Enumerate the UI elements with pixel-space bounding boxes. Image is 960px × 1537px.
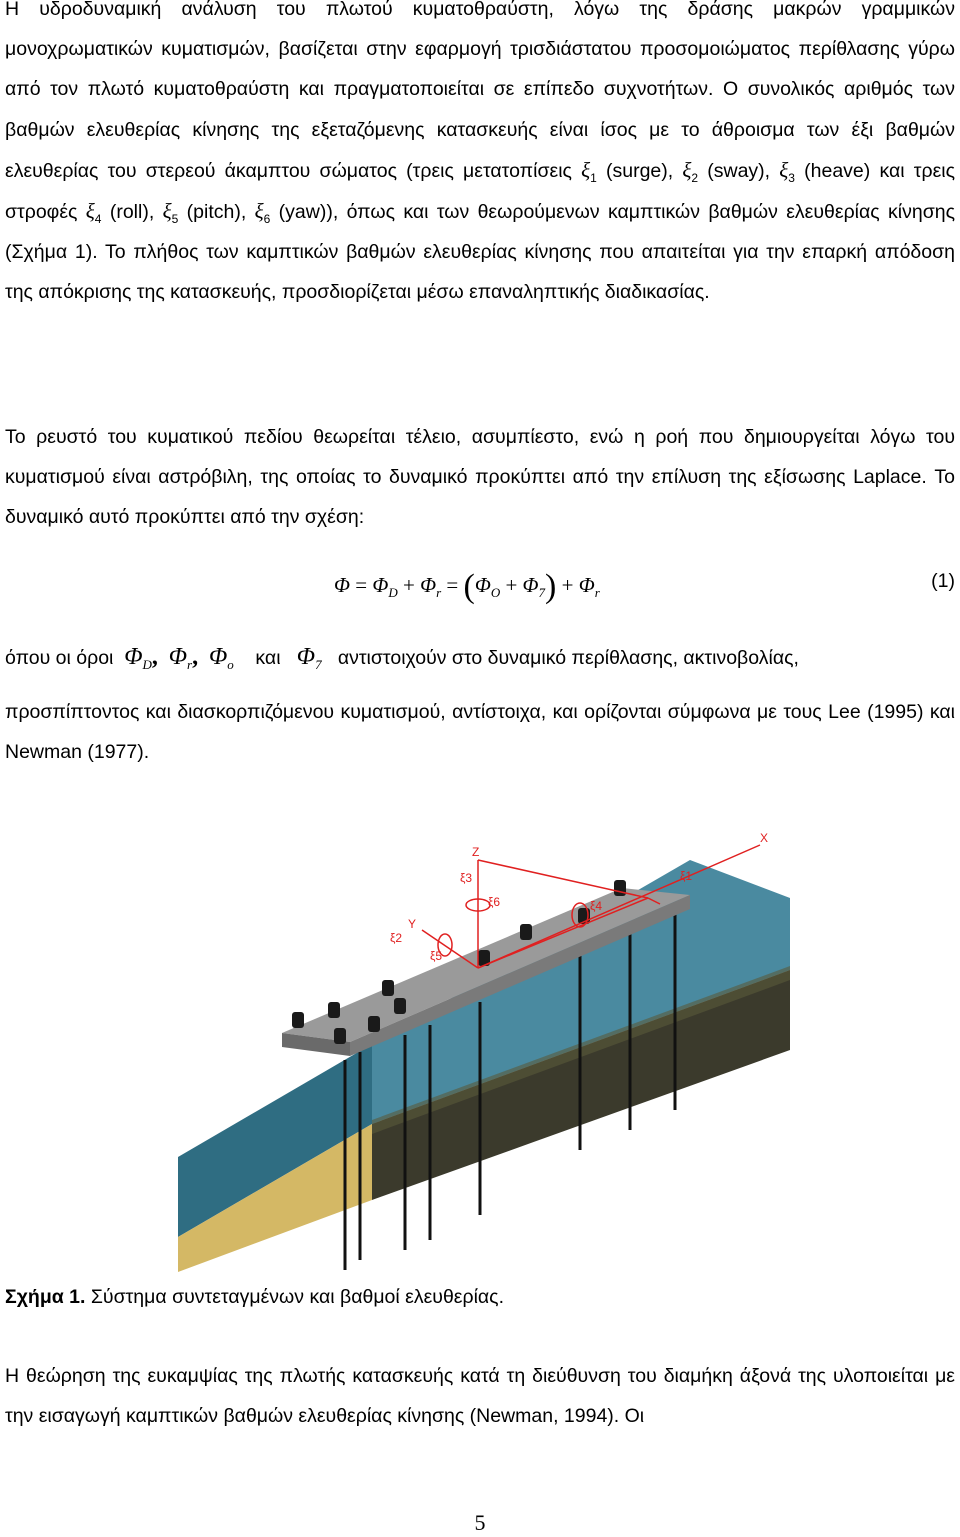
xi6-label: ξ6 bbox=[488, 895, 501, 909]
figure-caption: Σχήμα 1. Σύστημα συντεταγμένων και βαθμοί ελευθερίας. bbox=[5, 1286, 505, 1308]
page-number: 5 bbox=[474, 1510, 486, 1535]
xi2-label: ξ2 bbox=[390, 931, 403, 945]
xi4-label: ξ4 bbox=[590, 899, 603, 913]
paragraph-4: Η θεώρηση της ευκαμψίας της πλωτής κατασκευής κατά τη διεύθυνση του διαμήκη άξονά της υλοποιείται με την εισαγωγή καμπτικών βαθμών ελευθερίας κίνησης (Newman, 1994). Οι bbox=[5, 1365, 955, 1428]
figure-floating-breakwater bbox=[160, 820, 800, 1280]
equation-body: $\Phi = \Phi_D + \Phi_r = (\Phi_O + \Phi_7) + \Phi_r$ bbox=[334, 568, 600, 605]
xi3-label: ξ3 bbox=[460, 871, 473, 885]
paragraph-1: Η υδροδυναμική ανάλυση του πλωτού κυματοθραύστη, λόγω της δράσης μακρών γραμμικών μονοχρωματικών κυματισμών, βασίζεται στην εφαρμογή τρισδιάστατου προσομοιώματος περίθλασης γύρω από τον πλωτό κυματοθραύστη και πραγματοποιείται σε επίπεδο συχνοτήτων. Ο συνολικός αριθμός των βαθμών ελευθερίας κίνησης της εξεταζόμενης κατασκευής είναι ίσος με το άθροισμα των έξι βαθμών ελευθερίας του στερεού άκαμπτου σώματος (τρεις μετατοπίσεις $\xi_1$ (surge), $\xi_2$ (sway), $\xi_3$ (heave) και τρεις στροφές $\xi_4$ (roll), $\xi_5$ (pitch), $\xi_6$ (yaw)), όπως και των θεωρούμενων καμπτικών βαθμών ελευθερίας κίνησης (Σχήμα 1). Το πλήθος των καμπτικών βαθμών ελευθερίας κίνησης που απαιτείται για την επαρκή απόδοση της απόκρισης της κατασκευής, προσδιορίζεται μέσω επαναληπτικής διαδικασίας. bbox=[5, 0, 955, 304]
equation-number: (1) bbox=[931, 570, 955, 592]
equation-1 bbox=[0, 566, 960, 606]
axis-y-label: Y bbox=[408, 917, 417, 931]
terms-line: όπου οι όροι $\Phi_D$, $\Phi_r$, $\Phi_o$ και $\Phi_7$ αντιστοιχούν στο δυναμικό περίθλασης, ακτινοβολίας, bbox=[5, 644, 799, 672]
xi1-label: ξ1 bbox=[680, 869, 693, 883]
paragraph-3: προσπίπτοντος και διασκορπιζόμενου κυματισμού, αντίστοιχα, και ορίζονται σύμφωνα με τους Lee (1995) και Newman (1977). bbox=[5, 701, 955, 764]
paragraph-2: Το ρευστό του κυματικού πεδίου θεωρείται τέλειο, ασυμπίεστο, ενώ η ροή που δημιουργείται λόγω του κυματισμού είναι αστρόβιλη, της οποίας το δυναμικό προκύπτει από την επίλυση της εξίσωσης Laplace. Το δυναμικό αυτό προκύπτει από την σχέση: bbox=[5, 426, 955, 529]
xi5-label: ξ5 bbox=[430, 949, 443, 963]
axis-z-label: Z bbox=[472, 845, 480, 859]
axis-x-label: X bbox=[760, 831, 769, 845]
